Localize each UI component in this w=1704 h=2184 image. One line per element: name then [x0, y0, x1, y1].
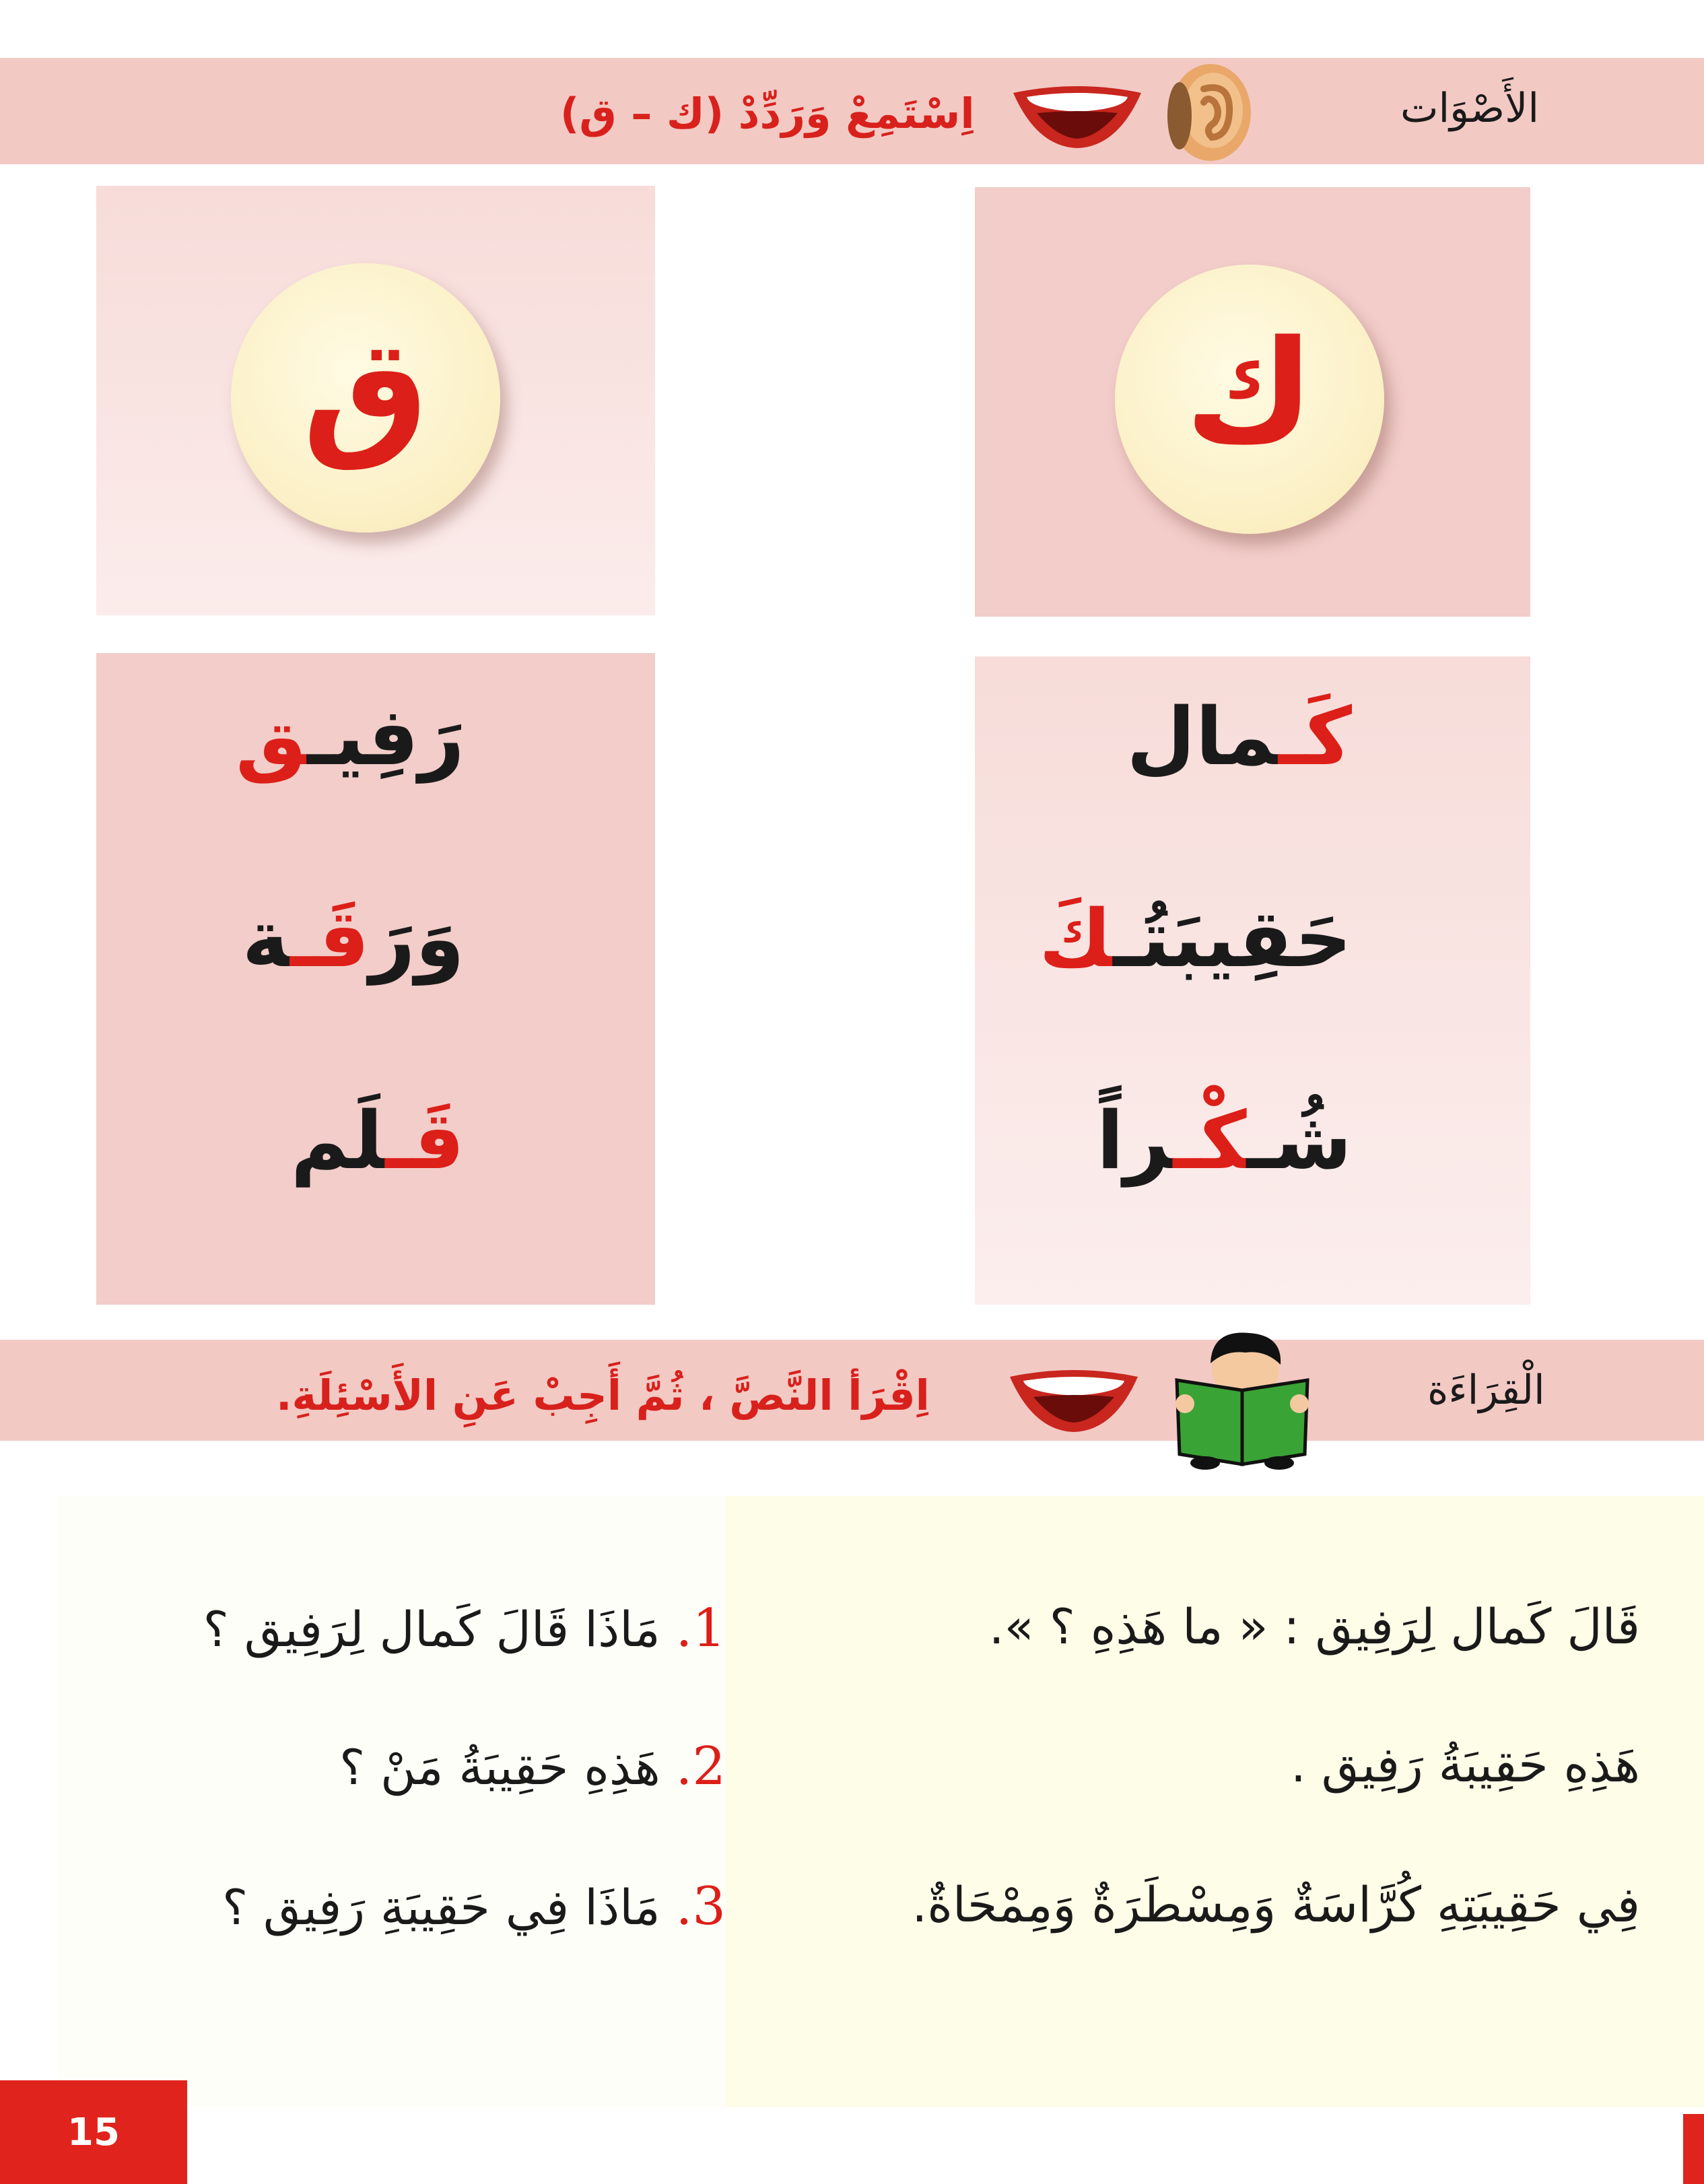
page-number: 15 [0, 2080, 187, 2184]
ear-icon [1157, 62, 1259, 163]
question-text: مَاذَا فِي حَقِيبَةِ رَفِيق ؟ [221, 1879, 660, 1936]
question-text: هَذِهِ حَقِيبَةُ مَنْ ؟ [339, 1739, 660, 1796]
reading-instruction: اِقْرَأ النَّصَّ ، ثُمَّ أَجِبْ عَنِ الأَسْئِلَةِ. [276, 1371, 930, 1420]
sounds-section-title: الأَصْوَات [1400, 85, 1539, 132]
page-edge-marker [1683, 2114, 1704, 2184]
mouth-icon [1007, 1363, 1141, 1434]
qaf-letter: ق [302, 308, 429, 473]
kaf-letter-panel [975, 187, 1530, 617]
qaf-word-2: وَرَقَـة [242, 892, 465, 985]
child-reading-book-icon [1165, 1330, 1320, 1471]
kaf-word-1: كَـمال [1126, 690, 1352, 783]
mouth-icon [1010, 79, 1145, 150]
kaf-letter-circle [1115, 265, 1384, 534]
question-1 [57, 1598, 726, 1659]
question-number: 3. [675, 1876, 726, 1937]
reading-section-title: الْقِرَاءَة [1427, 1367, 1545, 1414]
kaf-word-2: حَقِيبَتُـكَ [1039, 892, 1352, 985]
question-2 [57, 1736, 726, 1797]
question-text: مَاذَا قَالَ كَمال لِرَفِيق ؟ [203, 1601, 660, 1658]
qaf-letter-circle [231, 263, 500, 533]
reading-passage-box [726, 1496, 1704, 2107]
questions-box [57, 1496, 726, 2107]
qaf-word-1: رَفِيـق [235, 690, 465, 783]
kaf-words-panel [975, 656, 1530, 1305]
question-3 [57, 1876, 726, 1937]
question-number: 1. [675, 1598, 726, 1659]
qaf-words-panel [96, 653, 655, 1305]
kaf-word-3: شُـكْـراً [1096, 1094, 1352, 1187]
question-number: 2. [675, 1736, 726, 1797]
qaf-word-3: قَـلَم [290, 1094, 465, 1187]
passage-line-1: قَالَ كَمال لِرَفِيق : « ما هَذِهِ ؟ ». [988, 1598, 1640, 1655]
passage-line-2: هَذِهِ حَقِيبَةُ رَفِيق . [1291, 1736, 1640, 1793]
passage-line-3: فِي حَقِيبَتِهِ كُرَّاسَةٌ وَمِسْطَرَةٌ وَمِمْحَاةٌ. [912, 1876, 1640, 1933]
qaf-letter-panel [96, 186, 655, 615]
kaf-letter: ك [1184, 310, 1315, 475]
sounds-instruction: اِسْتَمِعْ وَرَدِّدْ (ك – ق) [560, 89, 975, 138]
